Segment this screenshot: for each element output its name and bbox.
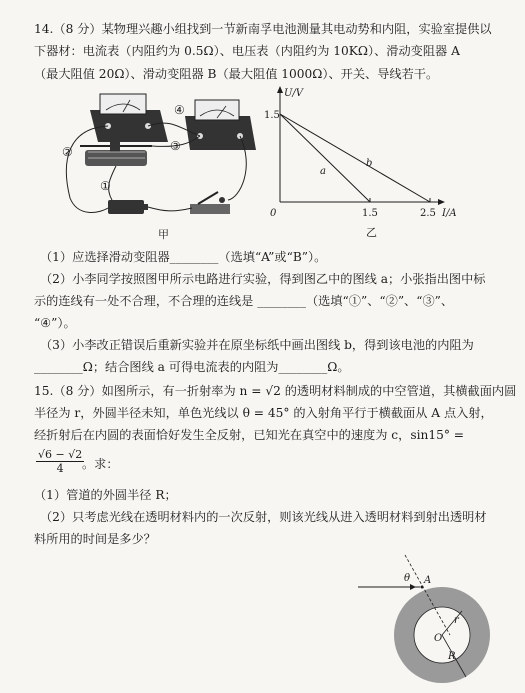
q15-stem-line3: 经折射后在内圆的表面恰好发生全反射，已知光在真空中的速度为 c，sin15° = — [34, 428, 465, 442]
circuit-figure — [50, 88, 260, 248]
r-label: r — [454, 615, 459, 626]
q14-sub2-line3: “④”）。 — [34, 316, 76, 330]
caption-jia: 甲 — [158, 228, 169, 241]
ui-graph — [264, 86, 470, 239]
pipe-figure — [350, 555, 500, 690]
label-3: ③ — [170, 139, 181, 153]
label-4: ④ — [174, 103, 185, 117]
label-2: ② — [62, 145, 73, 159]
q15-request: 。求： — [82, 457, 119, 471]
q15-sub2-line1: （2）只考虑光线在透明材料内的一次反射，则该光线从进入透明材料到射出透明材 — [40, 510, 487, 524]
sin15-fraction — [36, 448, 84, 475]
fraction-denominator: 4 — [56, 462, 64, 475]
ammeter — [90, 94, 168, 142]
q14-stem-line2: 下器材：电流表（内阻约为 0.5Ω）、电压表（内阻约为 10KΩ）、滑动变阻器 A — [34, 44, 460, 58]
switch — [190, 192, 230, 214]
q15-sub2-line2: 料所用的时间是多少？ — [34, 532, 156, 546]
q14-sub2-line2: 示的连线有一处不合理，不合理的连线是 ________（选填“①”、“②”、“③”、 — [34, 294, 454, 308]
q15-sub1: （1）管道的外圆半径 R； — [34, 488, 177, 502]
q15-stem-line2: 半径为 r，外圆半径未知，单色光线以 θ = 45° 的入射角平行于横截面从 A 点入射， — [34, 406, 493, 420]
x-tick-label: 2.5 — [420, 208, 436, 219]
center-O-label: O — [434, 633, 443, 644]
q14-stem-line3: （最大阻值 20Ω）、滑动变阻器 B（最大阻值 1000Ω）、开关、导线若干。 — [34, 67, 439, 81]
fraction-numerator: √6 − √2 — [38, 448, 83, 461]
R-label: R — [448, 651, 456, 662]
y-axis-label: U/V — [284, 88, 304, 99]
q14-sub2-line1: （2）小李同学按照图甲所示电路进行实验，得到图乙中的图线 a；小张指出图中标 — [40, 272, 486, 286]
line-a-label: a — [320, 166, 326, 177]
label-1: ① — [100, 179, 111, 193]
x-axis-label: I/A — [442, 208, 457, 219]
line-b-label: b — [366, 158, 373, 169]
point-A-label: A — [424, 575, 432, 586]
y-tick-label: 1.5 — [264, 110, 280, 121]
x-tick-label: 1.5 — [362, 208, 378, 219]
q14-stem-line1: 14.（8 分）某物理兴趣小组找到一节新南孚电池测量其电动势和内阻，实验室提供以 — [34, 22, 492, 36]
caption-yi: 乙 — [366, 226, 377, 239]
theta-label: θ — [404, 573, 411, 584]
graph-line-b — [280, 114, 430, 202]
voltmeter — [185, 100, 256, 150]
battery — [108, 200, 148, 214]
q15-stem-line1: 15.（8 分）如图所示，有一折射率为 n = √2 的透明材料制成的中空管道，其横截面内圆 — [34, 384, 517, 398]
rheostat — [80, 142, 152, 166]
q14-sub1: （1）应选择滑动变阻器________（选填“A”或“B”）。 — [40, 250, 327, 264]
graph-line-a — [280, 114, 373, 202]
q14-sub3-line2: ________Ω；结合图线 a 可得电流表的内阻为________Ω。 — [34, 360, 350, 374]
origin-label: 0 — [270, 208, 277, 219]
q14-sub3-line1: （3）小李改正错误后重新实验并在原坐标纸中画出图线 b，得到该电池的内阻为 — [40, 338, 474, 352]
